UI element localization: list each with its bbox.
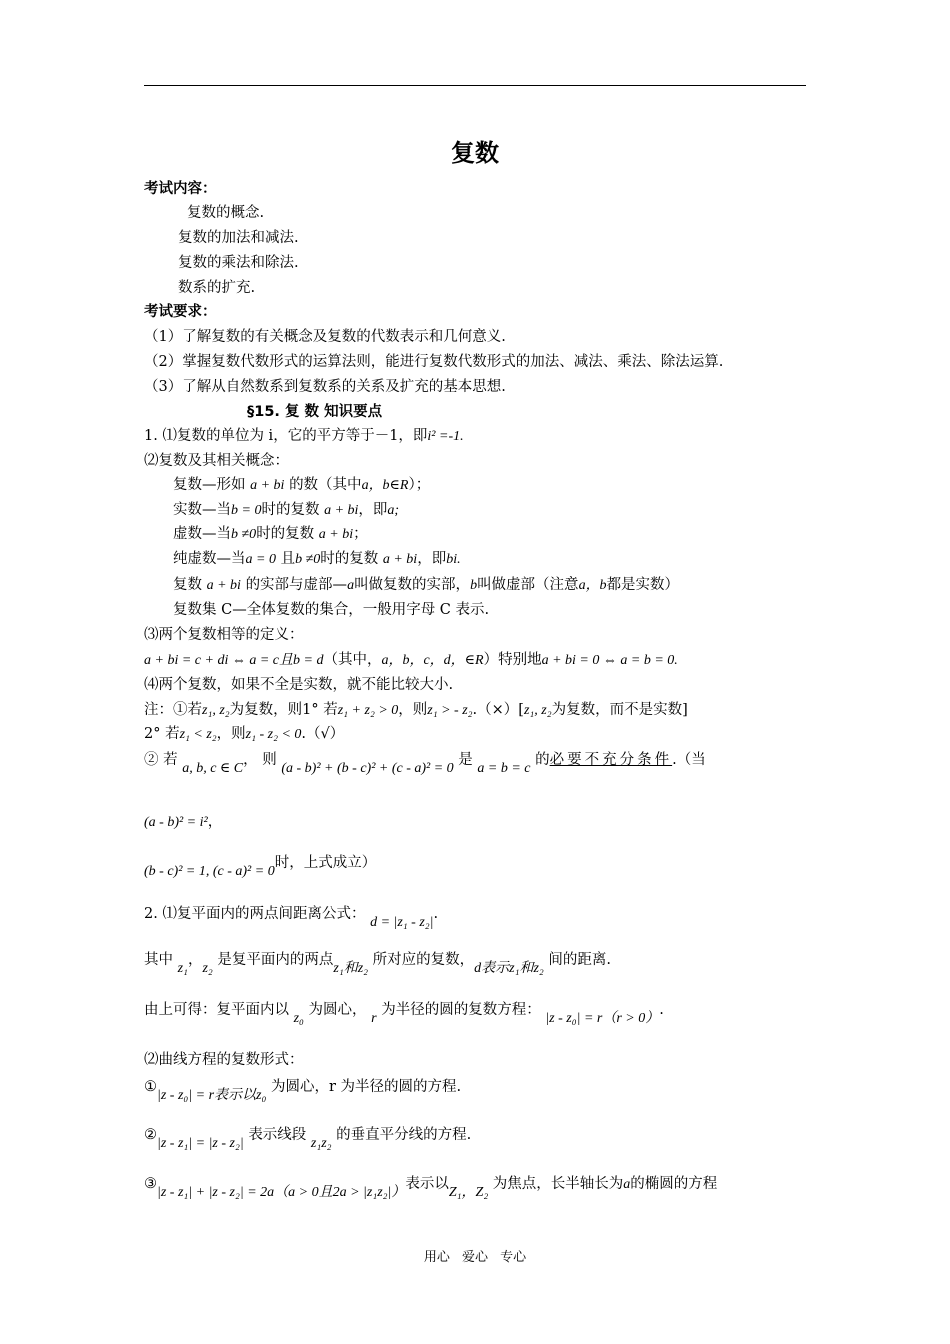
section-heading: §15. 复 数 知识要点 (247, 404, 383, 420)
s1-line-compare: ⑷两个复数，如果不全是实数，就不能比较大小. (144, 677, 454, 693)
text: 时，上式成立） (274, 855, 377, 871)
text: 复数 (173, 577, 202, 593)
s2-curve-bisector (144, 1125, 472, 1151)
text: 2. ⑴复平面内的两点间距离公式： (144, 906, 366, 922)
text: 都是实数） (606, 577, 680, 593)
text: ； (353, 526, 368, 542)
math: z₁, z₂ (523, 703, 552, 718)
text: 时的复数 (261, 502, 320, 518)
math: i² =-1. (427, 429, 464, 444)
math: a + bi (250, 478, 285, 493)
exam-requirements-heading: 考试要求： (144, 304, 217, 320)
s2-curve-ellipse (144, 1174, 718, 1200)
math: a + bi (324, 503, 359, 518)
text: 叫做复数的实部， (354, 577, 471, 593)
exam-requirement-item: （2）掌握复数代数形式的运算法则，能进行复数代数形式的加法、减法、乘法、除法运算. (144, 354, 724, 370)
math: a + bi = c + di ⇔ a = c且b = d (144, 653, 324, 668)
text: 所对应的复数， (372, 952, 475, 968)
text: ，则 (398, 702, 428, 718)
s1-line-1 (144, 426, 464, 447)
text: . (659, 1002, 664, 1018)
page-footer: 用心 爱心 专心 (423, 1250, 527, 1265)
text: ，则 (216, 726, 246, 742)
math: z₁和z₂ (333, 961, 369, 976)
text: 纯虚数—当 (173, 551, 246, 567)
math: a (623, 1177, 631, 1192)
math: z₁ (177, 961, 188, 976)
text: 实数—当 (173, 502, 231, 518)
math: z₁ < z₂ (179, 727, 217, 742)
math: r (371, 1011, 377, 1026)
math: b ≠0 (295, 552, 321, 567)
text: 是复平面内的两点 (217, 952, 334, 968)
page-title: 复数 (451, 139, 499, 167)
math: z₁ - z₂ < 0 (245, 727, 302, 742)
text: 为复数，而不是实数] (551, 702, 688, 718)
text: 2° 若 (144, 726, 180, 742)
math: a，b，c，d，∈R (381, 653, 484, 668)
s1-line-equality-heading: ⑶两个复数相等的定义： (144, 627, 304, 643)
text: 且 (280, 551, 296, 567)
def-real-imag-parts (173, 575, 679, 596)
math: |z - z₀| = r（r > 0） (545, 1011, 660, 1026)
text: .（√） (301, 726, 345, 742)
text: 时的复数 (320, 551, 379, 567)
text: 间的距离. (548, 952, 611, 968)
math: (a - b)² + (b - c)² + (c - a)² = 0 (281, 761, 454, 776)
math: a = 0 (245, 552, 276, 567)
text: ③ (144, 1176, 157, 1192)
text: 为圆心，r 为半径的圆的方程. (270, 1079, 462, 1095)
text: . (433, 906, 439, 922)
math: b (470, 578, 478, 593)
math: (a - b)² = i² (144, 815, 208, 830)
math: a + bi (382, 552, 418, 567)
math: d表示z₁和z₂ (474, 961, 544, 976)
text: 表示以 (405, 1176, 449, 1192)
text: 时的复数 (256, 526, 315, 542)
text: ， (187, 952, 203, 968)
exam-content-item: 数系的扩充. (178, 280, 256, 296)
math: z₂ (202, 961, 213, 976)
text: ， 则 (243, 752, 277, 768)
text: ）； (408, 477, 431, 493)
math: z₁z₂ (310, 1136, 332, 1151)
exam-requirement-item: （1）了解复数的有关概念及复数的代数表示和几何意义. (144, 329, 506, 345)
text: 叫做虚部（注意 (477, 577, 579, 593)
note-3 (144, 750, 706, 776)
text: 表示线段 (248, 1127, 307, 1143)
text: 1. ⑴复数的单位为 i，它的平方等于－1，即 (144, 428, 428, 444)
math: bi. (446, 552, 461, 567)
exam-requirement-item: （3）了解从自然数系到复数系的关系及扩充的基本思想. (144, 379, 506, 395)
s2-circle (144, 1000, 664, 1026)
math: z₁ > - z₂ (427, 703, 473, 718)
text: ② (144, 1127, 157, 1143)
math: z₁ + z₂ > 0 (337, 703, 399, 718)
math: |z - z₁| + |z - z₂| = 2a（a > 0且2a > |z₁z₂|） (157, 1185, 406, 1200)
header-rule (144, 85, 806, 86)
text: 1° 若 (302, 702, 338, 718)
math: Z₁，Z₂ (448, 1185, 489, 1200)
s2-curve-heading: ⑵曲线方程的复数形式： (144, 1052, 304, 1068)
note-3-cont-2 (144, 853, 377, 879)
text: ，即 (417, 551, 447, 567)
math: a + bi = 0 ⇔ a = b = 0. (541, 653, 678, 668)
def-pure-imaginary (173, 549, 461, 570)
text: 复数—形如 (173, 477, 246, 493)
text: ② 若 (144, 752, 178, 768)
text: 是 (458, 752, 473, 768)
text: 虚数—当 (173, 526, 231, 542)
text: （其中， (323, 652, 382, 668)
math: a, b, c ∈ C (182, 761, 244, 776)
math: |z - z₀| = r表示以z₀ (157, 1088, 267, 1103)
math: |z - z₁| = |z - z₂| (157, 1136, 244, 1151)
def-complex-set: 复数集 C—全体复数的集合，一般用字母 C 表示. (173, 602, 490, 618)
def-imaginary (173, 524, 368, 545)
math: z₀ (293, 1011, 304, 1026)
math: z₁, z₂ (202, 703, 230, 718)
text: 的数（其中 (289, 477, 362, 493)
note-1 (144, 700, 688, 721)
text: 的 (535, 752, 550, 768)
math: b ≠0 (231, 527, 257, 542)
underlined-text: 必要不充分条件 (549, 752, 673, 768)
note-2 (144, 724, 344, 745)
math: a，b∈R (361, 478, 409, 493)
s2-distance (144, 904, 439, 930)
def-complex (173, 475, 430, 496)
math: a，b (578, 578, 607, 593)
math: a; (387, 503, 400, 518)
text: .（×）[ (472, 702, 524, 718)
equality-definition (144, 650, 678, 671)
text: 为圆心， (308, 1002, 367, 1018)
math: a = b = c (477, 761, 531, 776)
math: b = 0 (231, 503, 262, 518)
math: d = |z₁ - z₂| (370, 915, 434, 930)
text: 的椭圆的方程 (630, 1176, 718, 1192)
text: 的实部与虚部— (245, 577, 348, 593)
math: a (347, 578, 355, 593)
math: (b - c)² = 1, (c - a)² = 0 (144, 864, 275, 879)
s2-where (144, 950, 611, 976)
text: ① (144, 1079, 157, 1095)
text: 的垂直平分线的方程. (336, 1127, 472, 1143)
s2-curve-circle (144, 1077, 462, 1103)
s1-line-2: ⑵复数及其相关概念： (144, 453, 289, 469)
exam-content-item: 复数的加法和减法. (178, 230, 299, 246)
text: 其中 (144, 952, 173, 968)
math: a + bi (318, 527, 354, 542)
text: 为复数，则 (229, 702, 303, 718)
math: a + bi (206, 578, 241, 593)
text: 为焦点，长半轴长为 (492, 1176, 624, 1192)
text: ，即 (358, 502, 388, 518)
text: 为半径的圆的复数方程： (381, 1002, 541, 1018)
text: .（当 (672, 752, 706, 768)
note-3-cont-1 (144, 812, 222, 833)
text: 注：①若 (144, 702, 202, 718)
exam-content-heading: 考试内容： (144, 181, 217, 197)
def-real (173, 500, 399, 521)
text: ）特别地 (483, 652, 542, 668)
exam-content-item: 复数的乘法和除法. (178, 255, 299, 271)
text: ， (207, 814, 223, 830)
exam-content-item: 复数的概念. (187, 205, 265, 221)
text: 由上可得：复平面内以 (144, 1002, 289, 1018)
